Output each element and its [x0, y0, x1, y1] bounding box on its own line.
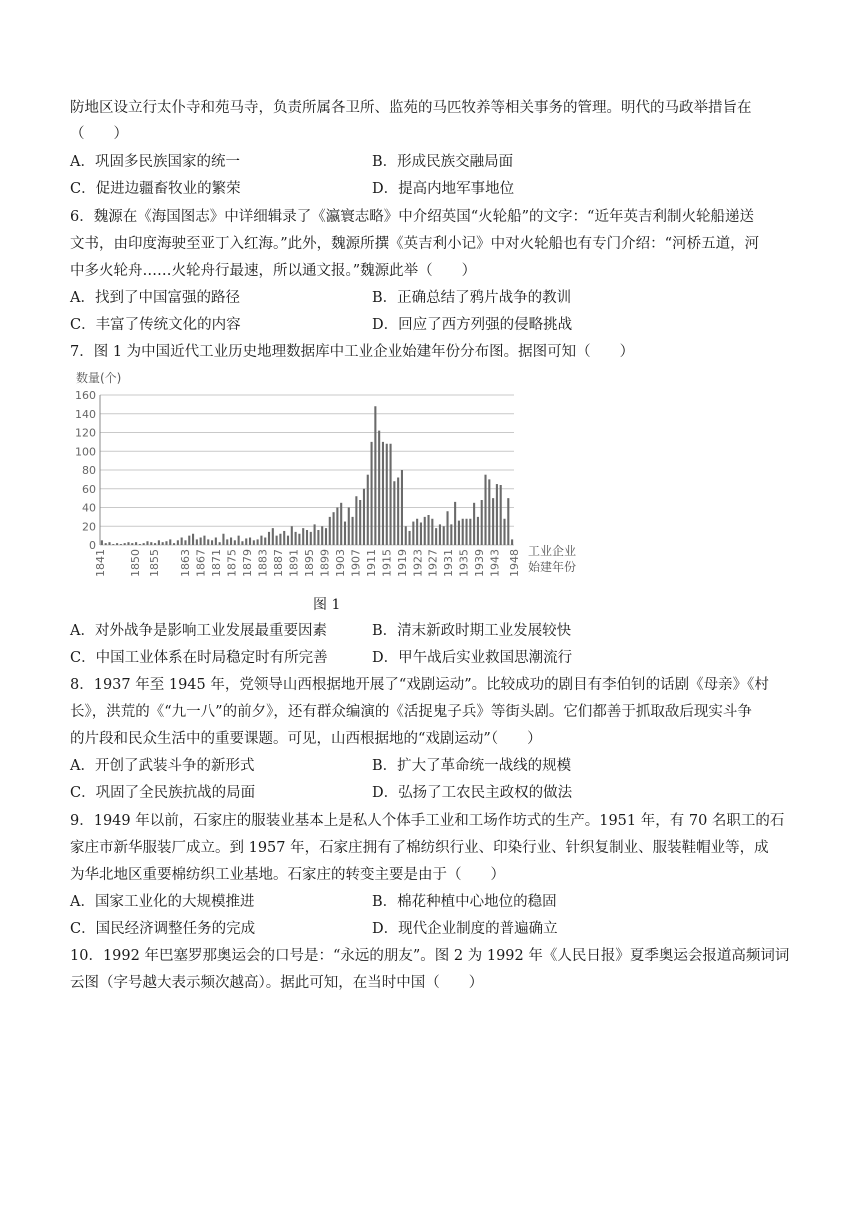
bar: [371, 442, 373, 545]
bar: [120, 544, 122, 545]
q6-line1: 6．魏源在《海国图志》中详细辑录了《瀛寰志略》中介绍英国“火轮船”的文字：“近年英吉利制火轮船递送: [70, 209, 754, 225]
bar: [336, 508, 338, 546]
bar: [283, 531, 285, 545]
bar: [496, 484, 498, 545]
bar: [465, 519, 467, 545]
q8-option-a[interactable]: A．开创了武装斗争的新形式: [70, 758, 255, 774]
figure-caption: 图 1: [313, 597, 341, 613]
bar: [188, 536, 190, 545]
bar: [409, 531, 411, 545]
bar: [401, 470, 403, 545]
q5-option-a[interactable]: A．巩固多民族国家的统一: [70, 154, 240, 170]
x-tick-label: 1927: [426, 549, 440, 577]
bar: [412, 522, 414, 545]
bar: [355, 496, 357, 545]
y-tick-label: 100: [75, 445, 96, 459]
x-tick-label: 1855: [148, 549, 162, 577]
bar: [458, 521, 460, 545]
q8-option-d[interactable]: D．弘扬了工农民主政权的做法: [372, 785, 573, 801]
x-tick-label: 1899: [318, 549, 332, 577]
bar: [279, 534, 281, 545]
bar: [431, 519, 433, 545]
bar: [484, 475, 486, 545]
bar: [158, 540, 160, 545]
q9-line1: 9．1949 年以前，石家庄的服装业基本上是私人个体手工业和工场作坊式的生产。1951 年，有 70 名职工的石: [70, 813, 785, 829]
x-tick-label: 1907: [349, 549, 363, 577]
bar: [428, 515, 430, 545]
bar: [298, 534, 300, 545]
bar: [500, 485, 502, 545]
bar: [219, 542, 221, 545]
bar: [295, 532, 297, 545]
bar: [397, 478, 399, 546]
bar: [226, 539, 228, 545]
x-tick-label: 1903: [333, 549, 347, 577]
q10-line2: 云图（字号越大表示频次越高）。据此可知，在当时中国（ ）: [70, 975, 484, 991]
bar: [264, 538, 266, 546]
q5-option-b[interactable]: B．形成民族交融局面: [372, 154, 514, 170]
bar: [245, 538, 247, 545]
q9-option-d[interactable]: D．现代企业制度的普遍确立: [372, 921, 558, 937]
bar: [488, 479, 490, 545]
bar: [507, 498, 509, 545]
q10-line1: 10．1992 年巴塞罗那奥运会的口号是：“永远的朋友”。图 2 为 1992 年《人民日报》夏季奥运会报道高频词词: [70, 948, 790, 964]
bar: [211, 540, 213, 545]
bar: [340, 503, 342, 545]
q5-option-c[interactable]: C．促进边疆畜牧业的繁荣: [70, 181, 241, 197]
x-tick-label: 1863: [179, 549, 193, 577]
bar: [222, 534, 224, 545]
x-tick-label: 1883: [256, 549, 270, 577]
y-tick-label: 0: [89, 539, 96, 552]
q7-option-c[interactable]: C．中国工业体系在时局稳定时有所完善: [70, 650, 328, 666]
q6-option-d[interactable]: D．回应了西方列强的侵略挑战: [372, 317, 573, 333]
bar: [162, 542, 164, 545]
bar: [146, 541, 148, 545]
q9-line2: 家庄市新华服装厂成立。到 1957 年，石家庄拥有了棉纺织行业、印染行业、针织复制业、服装鞋帽业等，成: [70, 840, 769, 856]
bar: [405, 526, 407, 545]
x-tick-label: 1891: [287, 549, 301, 577]
bar: [477, 517, 479, 545]
bar: [200, 538, 202, 546]
bar: [169, 539, 171, 545]
bar: [127, 542, 129, 545]
bar: [253, 540, 255, 545]
q8-option-b[interactable]: B．扩大了革命统一战线的规模: [372, 758, 572, 774]
bar: [344, 522, 346, 545]
q7-option-b[interactable]: B．清末新政时期工业发展较快: [372, 623, 572, 639]
y-tick-label: 80: [82, 464, 96, 477]
bar: [139, 544, 141, 545]
bar: [382, 442, 384, 545]
x-axis-title: 工业企业: [528, 544, 577, 558]
bar: [192, 534, 194, 545]
bar: [450, 524, 452, 545]
q6-option-c[interactable]: C．丰富了传统文化的内容: [70, 317, 241, 333]
bar: [154, 543, 156, 545]
bar: [462, 519, 464, 545]
bar: [249, 538, 251, 546]
bar: [230, 538, 232, 546]
x-tick-label: 1915: [380, 549, 394, 577]
q9-option-a[interactable]: A．国家工业化的大规模推进: [70, 894, 255, 910]
bar: [116, 543, 118, 545]
q5-line1: 防地区设立行太仆寺和苑马寺，负责所属各卫所、监苑的马匹牧养等相关事务的管理。明代的马政举措旨在: [70, 100, 752, 116]
bar: [317, 530, 319, 545]
q8-line2: 长》，洪荒的《“九一八”的前夕》，还有群众编演的《活捉鬼子兵》等街头剧。它们都善于抓取敌后现实斗争: [70, 704, 752, 720]
bar: [420, 523, 422, 546]
bar: [238, 536, 240, 545]
q8-line3: 的片段和民众生活中的重要课题。可见，山西根据地的“戏剧运动”（ ）: [70, 731, 542, 747]
bar: [112, 544, 114, 545]
q9-option-b[interactable]: B．棉花种植中心地位的稳固: [372, 894, 557, 910]
bar: [306, 530, 308, 545]
q5-line2: （ ）: [70, 126, 128, 142]
bar: [359, 500, 361, 545]
x-tick-label: 1867: [194, 549, 208, 577]
bar: [378, 431, 380, 545]
bar: [367, 475, 369, 545]
bar: [435, 528, 437, 545]
bar: [333, 512, 335, 545]
bar: [268, 532, 270, 545]
q7-line1: 7．图 1 为中国近代工业历史地理数据库中工业企业始建年份分布图。据图可知（ ）: [70, 344, 635, 360]
q8-option-c[interactable]: C．巩固了全民族抗战的局面: [70, 785, 256, 801]
bar: [390, 444, 392, 545]
bar: [260, 536, 262, 545]
bar: [287, 536, 289, 545]
bar: [503, 519, 505, 545]
x-tick-label: 1911: [364, 549, 378, 577]
x-tick-label: 1850: [128, 549, 142, 577]
x-tick-label: 1871: [210, 549, 224, 577]
bar: [363, 489, 365, 545]
bar: [302, 528, 304, 545]
x-tick-label: 1919: [395, 549, 409, 577]
bar: [165, 541, 167, 545]
bar: [454, 502, 456, 545]
bar: [173, 543, 175, 545]
bar: [143, 543, 145, 545]
bar: [325, 528, 327, 545]
y-tick-label: 20: [82, 520, 96, 534]
x-axis-title-line2: 始建年份: [528, 560, 577, 574]
bar: [348, 508, 350, 546]
y-tick-label: 40: [82, 501, 96, 515]
bar: [272, 528, 274, 545]
x-tick-label: 1948: [508, 549, 521, 577]
bar: [131, 543, 133, 545]
bar: [203, 536, 205, 545]
bar: [416, 519, 418, 545]
bar: [234, 540, 236, 545]
x-tick-label: 1935: [457, 549, 471, 577]
bar: [291, 526, 293, 545]
bar: [481, 500, 483, 545]
bar: [314, 524, 316, 545]
bar: [196, 539, 198, 545]
y-tick-label: 140: [75, 407, 96, 421]
bar: [105, 543, 107, 545]
q7-option-d[interactable]: D．甲午战后实业救国思潮流行: [372, 650, 573, 666]
x-tick-label: 1875: [225, 549, 239, 577]
bar: [257, 539, 259, 545]
bar: [321, 526, 323, 545]
x-tick-label: 1879: [241, 549, 254, 577]
bar: [424, 517, 426, 545]
bar: [207, 539, 209, 545]
bar: [184, 540, 186, 545]
bar: [352, 517, 354, 545]
bar: [393, 481, 395, 545]
x-tick-label: 1895: [302, 549, 316, 577]
bar: [215, 538, 217, 546]
x-tick-label: 1939: [473, 549, 487, 577]
q8-line1: 8．1937 年至 1945 年，党领导山西根据地开展了“戏剧运动”。比较成功的剧目有李伯钊的话剧《母亲》《村: [70, 677, 769, 693]
bar: [101, 540, 103, 545]
bar: [374, 406, 376, 545]
y-tick-label: 120: [75, 426, 96, 440]
bar: [124, 543, 126, 545]
bar: [276, 536, 278, 545]
bar: [443, 526, 445, 545]
bar: [135, 542, 137, 545]
y-tick-label: 160: [75, 389, 96, 402]
q6-option-a[interactable]: A．找到了中国富强的路径: [70, 290, 240, 306]
bar: [329, 517, 331, 545]
x-tick-label: 1931: [442, 549, 456, 577]
bar: [511, 539, 513, 545]
q9-line3: 为华北地区重要棉纺织工业基地。石家庄的转变主要是由于（ ）: [70, 867, 505, 883]
bar: [241, 541, 243, 545]
x-tick-label: 1943: [488, 549, 502, 577]
q6-option-b[interactable]: B．正确总结了鸦片战争的教训: [372, 290, 572, 306]
bar: [150, 542, 152, 545]
bar: [469, 519, 471, 545]
q6-line3: 中多火轮舟……火轮舟行最速，所以通文报。”魏源此举（ ）: [70, 263, 477, 279]
bar: [446, 511, 448, 545]
y-tick-label: 60: [82, 482, 96, 496]
q7-option-a[interactable]: A．对外战争是影响工业发展最重要因素: [70, 623, 327, 639]
x-tick-label: 1887: [272, 549, 285, 577]
bar: [310, 532, 312, 545]
y-axis-title: 数量(个): [76, 371, 122, 385]
bar: [439, 524, 441, 545]
q9-option-c[interactable]: C．国民经济调整任务的完成: [70, 921, 256, 937]
q5-option-d[interactable]: D．提高内地军事地位: [372, 181, 515, 197]
bar: [473, 503, 475, 545]
bar: [386, 444, 388, 545]
x-tick-label: 1923: [411, 549, 425, 577]
bar: [181, 538, 183, 546]
bar: [108, 542, 110, 545]
bar: [492, 498, 494, 545]
industry-year-chart: [70, 366, 590, 584]
x-tick-label: 1841: [94, 549, 107, 577]
bar: [177, 540, 179, 545]
q6-line2: 文书，由印度海驶至亚丁入红海。”此外，魏源所撰《英吉利小记》中对火轮船也有专门介绍：“河桥五道，河: [70, 236, 760, 252]
